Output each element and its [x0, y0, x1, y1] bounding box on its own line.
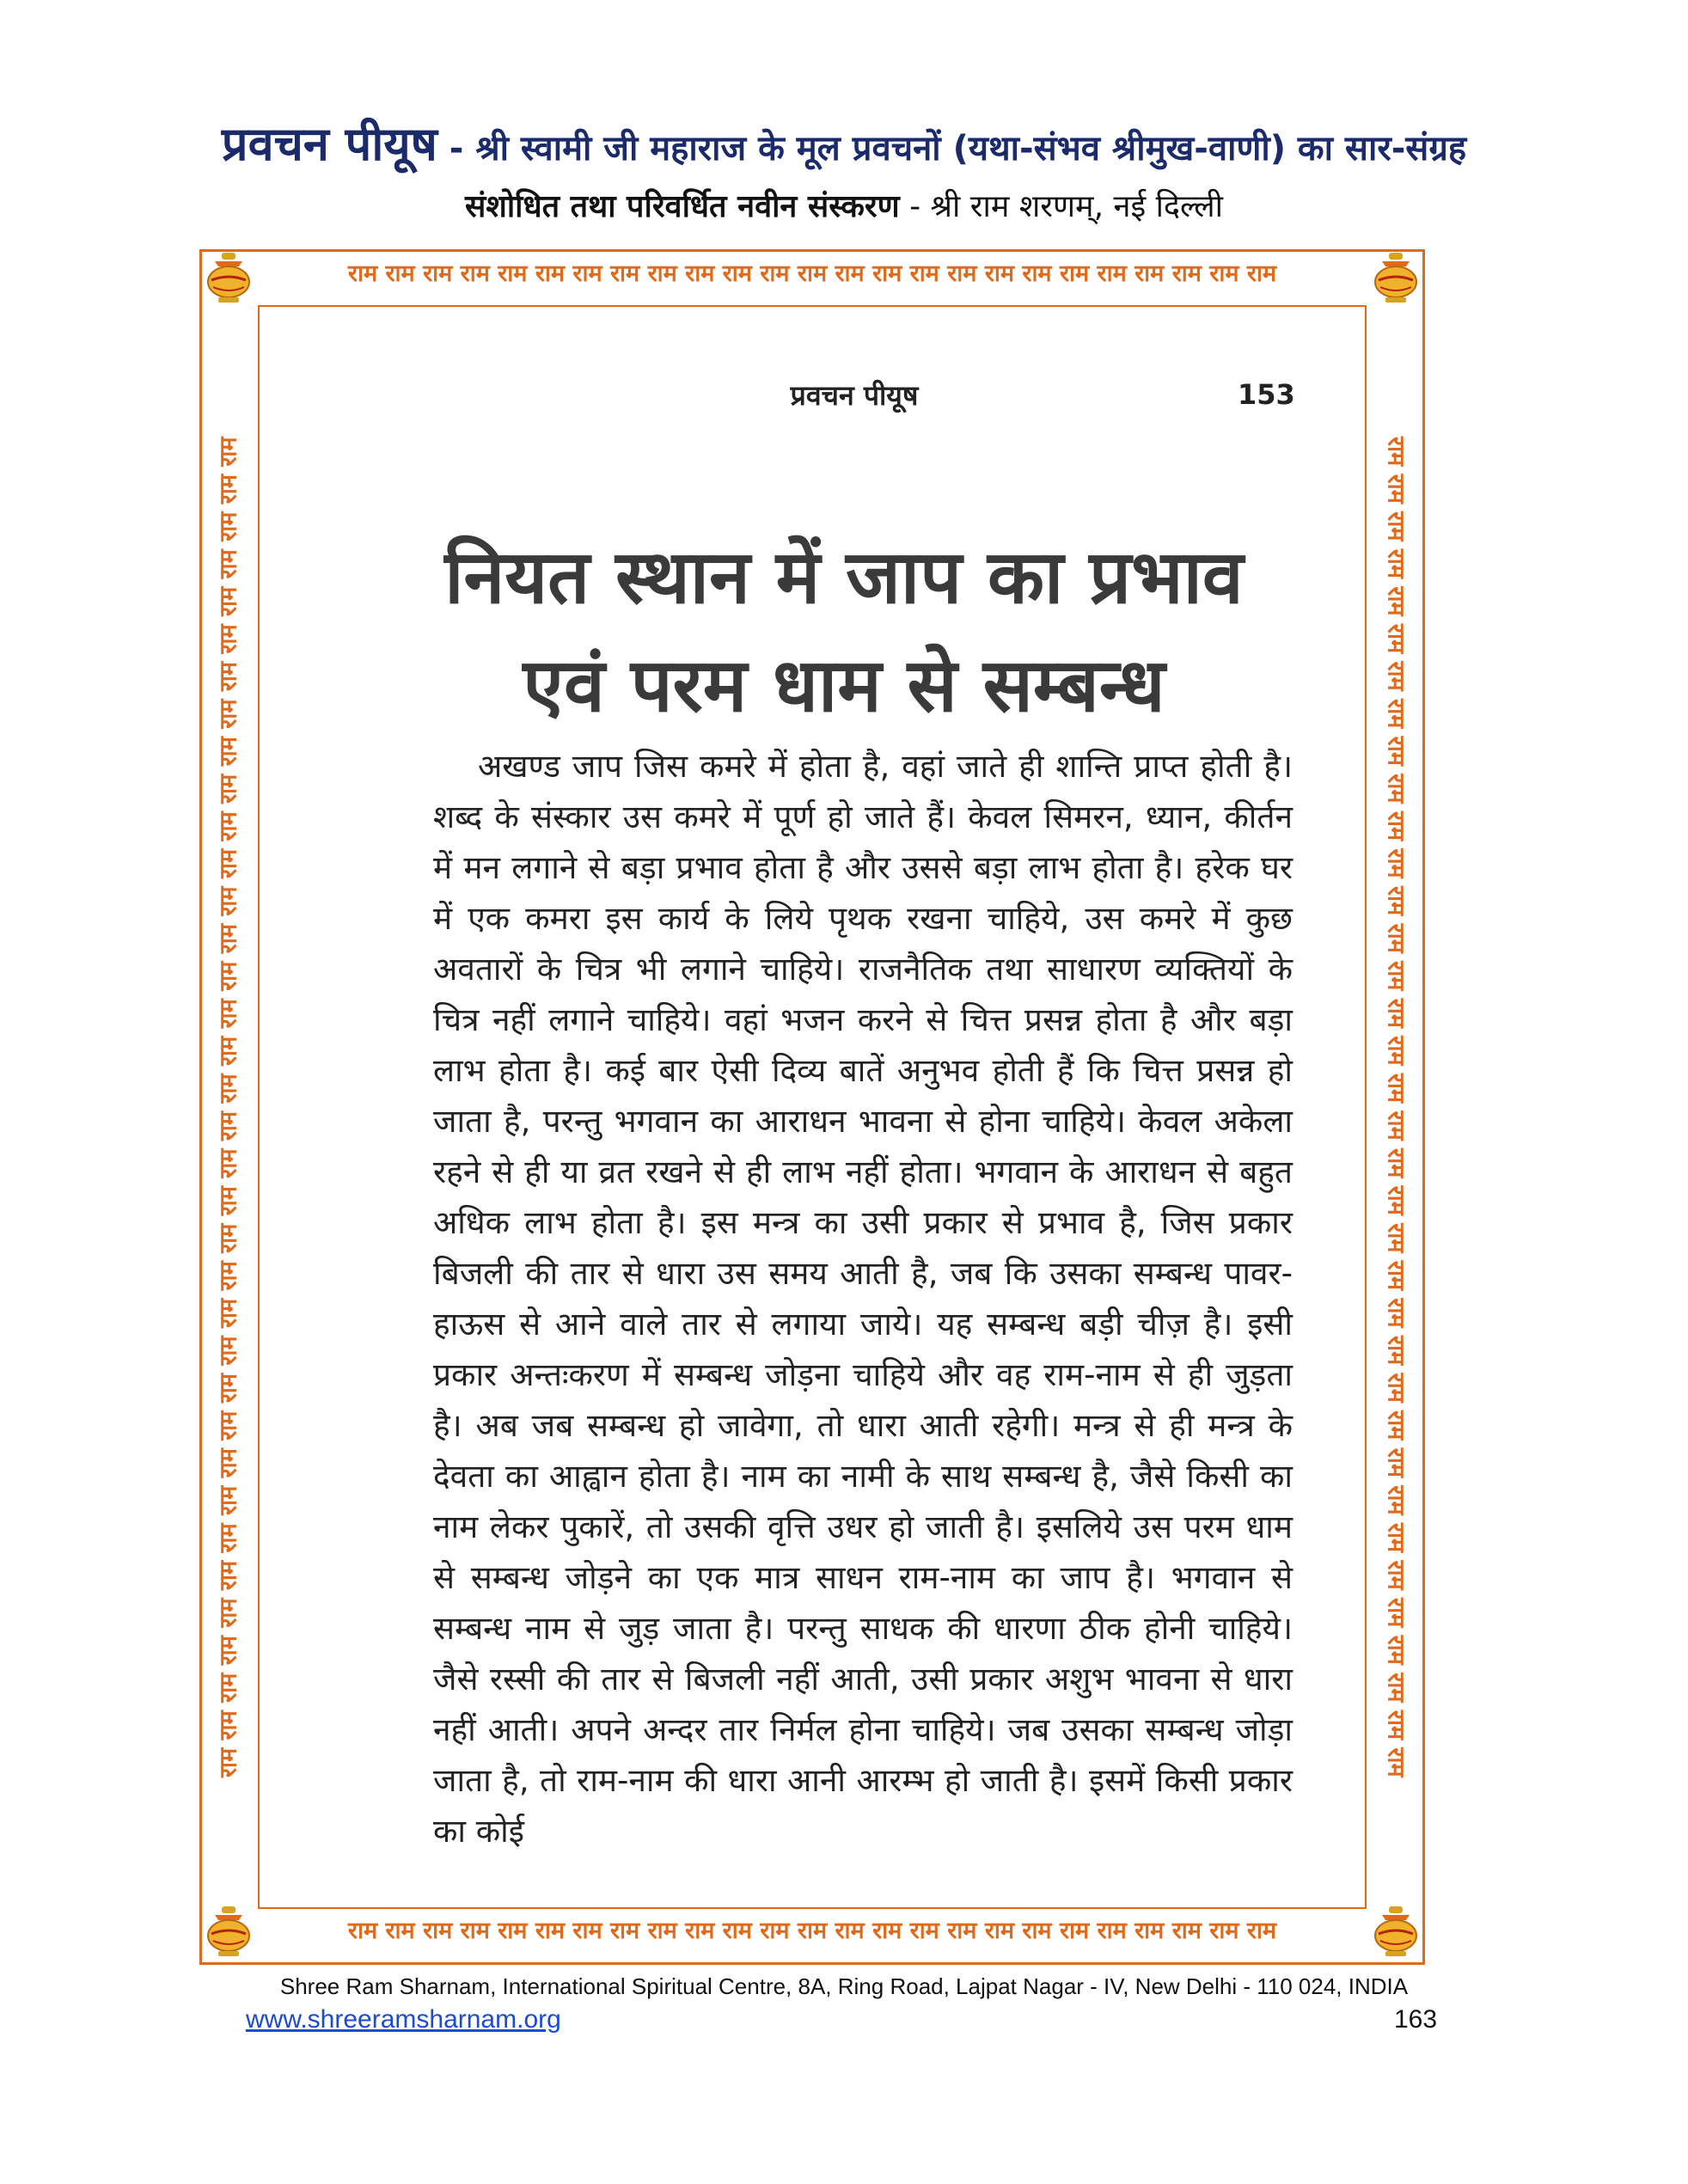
header-title-subtitle: - श्री स्वामी जी महाराज के मूल प्रवचनों (यथा-संभव श्रीमुख-वाणी) का सार-संग्रह [437, 129, 1467, 168]
kalash-ornament-icon [203, 1905, 254, 1960]
scan-running-title: प्रवचन पीयूष [790, 379, 919, 412]
footer-address: Shree Ram Sharnam, International Spiritual Centre, 8A, Ring Road, Lajpat Nagar - IV, New Delhi - 110 024, INDIA [279, 1973, 1409, 1999]
border-ram-bottom: राम राम राम राम राम राम राम राम राम राम राम राम राम राम राम राम राम राम राम राम राम राम राम राम राम [347, 1918, 1277, 1944]
chapter-body-paragraph: अखण्ड जाप जिस कमरे में होता है, वहां जाते ही शान्ति प्राप्त होती है। शब्द के संस्कार उस कमरे में पूर्ण हो जाते हैं। केवल सिमरन, ध्यान, कीर्तन में मन लगाने से बड़ा प्रभाव होता है और उससे बड़ा लाभ होता है। हरेक घर में एक कमरा इस कार्य के लिये पृथक रखना चाहिये, उस कमरे में कुछ अवतारों के चित्र भी लगाने चाहिये। राजनैतिक तथा साधारण व्यक्तियों के चित्र नहीं लगाने चाहिये। वहां भजन करने से चित्त प्रसन्न होता है और बड़ा लाभ होता है। कई बार ऐसी दिव्य बातें अनुभव होती हैं कि चित्त प्रसन्न हो जाता है, परन्तु भगवान का आराधन भावना से होना चाहिये। केवल अकेला रहने से ही या व्रत रखने से ही लाभ नहीं होता। भगवान के आराधन से बहुत अधिक लाभ होता है। इस मन्त्र का उसी प्रकार से प्रभाव है, जिस प्रकार बिजली की तार से धारा उस समय आती है, जब कि उसका सम्बन्ध पावर-हाऊस से आने वाले तार से लगाया जाये। यह सम्बन्ध बड़ी चीज़ है। इसी प्रकार अन्तःकरण में सम्बन्ध जोड़ना चाहिये और वह राम-नाम से ही जुड़ता है। अब जब सम्बन्ध हो जावेगा, तो धारा आती रहेगी। मन्त्र से ही मन्त्र के देवता का आह्वान होता है। नाम का नामी के साथ सम्बन्ध है, जैसे किसी का नाम लेकर पुकारें, तो उसकी वृत्ति उधर हो जाती है। इसलिये उस परम धाम से सम्बन्ध जोड़ने का एक मात्र साधन राम-नाम का जाप है। भगवान से सम्बन्ध नाम से जुड़ जाता है। परन्तु साधक की धारणा ठीक होनी चाहिये। जैसे रस्सी की तार से बिजली नहीं आती, उसी प्रकार अशुभ भावना से धारा नहीं आती। अपने अन्दर तार निर्मल होना चाहिये। जब उसका सम्बन्ध जोड़ा जाता है, तो राम-नाम की धारा आनी आरम्भ हो जाती है। इसमें किसी प्रकार का कोई [433, 748, 1293, 1850]
border-ram-top: राम राम राम राम राम राम राम राम राम राम राम राम राम राम राम राम राम राम राम राम राम राम राम राम राम [347, 260, 1277, 287]
footer-page-number: 163 [1394, 2005, 1438, 2034]
header-title-main: प्रवचन पीयूष [221, 117, 437, 171]
kalash-ornament-icon [1370, 1905, 1422, 1960]
border-ram-left: राम राम राम राम राम राम राम राम राम राम राम राम राम राम राम राम राम राम राम राम राम राम राम राम राम राम राम राम राम राम राम राम राम राम राम राम [215, 437, 242, 1777]
chapter-title-line-1: नियत स्थान में जाप का प्रभाव [444, 535, 1244, 621]
border-ram-right: राम राम राम राम राम राम राम राम राम राम राम राम राम राम राम राम राम राम राम राम राम राम राम राम राम राम राम राम राम राम राम राम राम राम राम राम [1382, 437, 1410, 1777]
document-header-title [0, 110, 1688, 174]
scan-page-number: 153 [1238, 378, 1295, 411]
edition-publisher: - श्री राम शरणम्, नई दिल्ली [899, 189, 1223, 224]
website-link[interactable]: www.shreeramsharnam.org [246, 2005, 561, 2034]
document-header-edition [0, 184, 1688, 226]
edition-label: संशोधित तथा परिवर्धित नवीन संस्करण [465, 189, 900, 224]
chapter-title-line-2: एवं परम धाम से सम्बन्ध [523, 643, 1165, 729]
kalash-ornament-icon [203, 251, 254, 306]
kalash-ornament-icon [1370, 251, 1422, 306]
